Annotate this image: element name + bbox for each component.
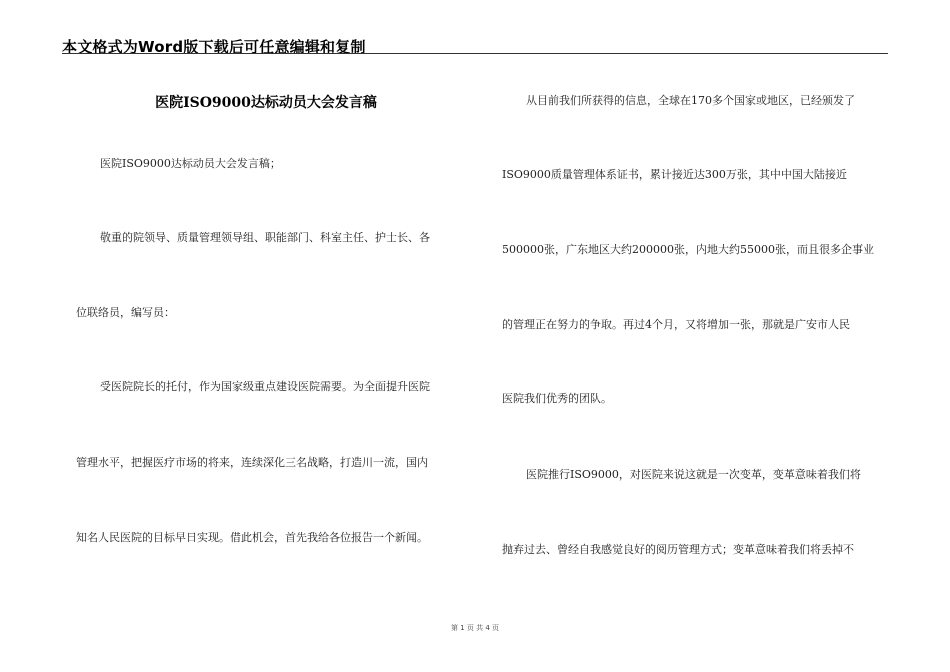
- header-divider: [62, 53, 888, 54]
- paragraph-line: 的管理正在努力的争取。再过4个月，又将增加一张，那就是广安市人民: [502, 318, 850, 331]
- paragraph-line: ISO9000质量管理体系证书，累计接近达300万张，其中中国大陆接近: [502, 168, 847, 181]
- paragraph-line: 医院我们优秀的团队。: [502, 392, 612, 405]
- paragraph-line: 知名人民医院的目标早日实现。借此机会，首先我给各位报告一个新闻。: [76, 531, 428, 544]
- paragraph-line: 从目前我们所获得的信息，全球在170多个国家或地区，已经颁发了: [526, 94, 855, 107]
- paragraph-line: 受医院院长的托付，作为国家级重点建设医院需要。为全面提升医院: [100, 380, 430, 393]
- paragraph-line: 位联络员，编写员：: [76, 306, 175, 319]
- document-title: 医院ISO9000达标动员大会发言稿: [155, 95, 377, 111]
- paragraph-line: 500000张，广东地区大约200000张，内地大约55000张，而且很多企事业: [502, 243, 874, 256]
- page-number-footer: 第 1 页 共 4 页: [450, 624, 500, 632]
- paragraph-line: 抛弃过去、曾经自我感觉良好的阅历管理方式；变革意味着我们将丢掉不: [502, 543, 854, 556]
- paragraph-line: 医院ISO9000达标动员大会发言稿；: [100, 157, 281, 170]
- paragraph-line: 管理水平，把握医疗市场的将来，连续深化三名战略，打造川一流，国内: [76, 456, 428, 469]
- paragraph-line: 医院推行ISO9000，对医院来说这就是一次变革，变革意味着我们将: [526, 468, 861, 481]
- page-header-banner: 本文格式为Word版下载后可任意编辑和复制: [62, 38, 366, 56]
- paragraph-line: 敬重的院领导、质量管理领导组、职能部门、科室主任、护士长、各: [100, 231, 430, 244]
